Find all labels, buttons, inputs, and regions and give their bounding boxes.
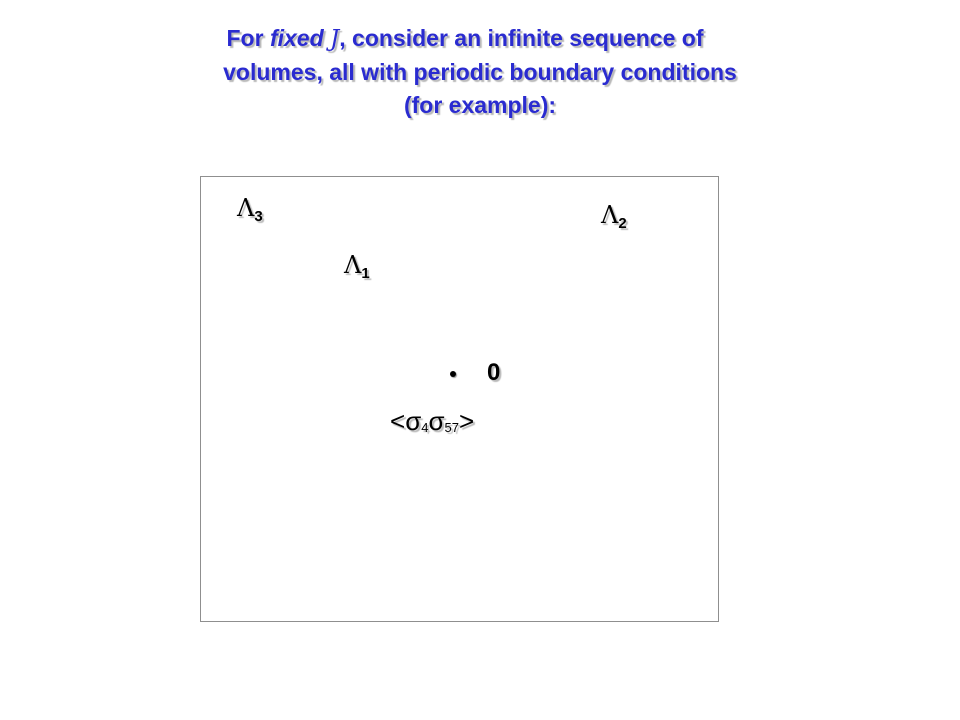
title-prefix: For [226,25,270,51]
lambda-symbol: Λ [237,194,255,222]
volume-index: 2 [618,215,627,232]
origin-point [450,371,456,377]
volume-label-1 [344,253,370,281]
title-line-1 [0,22,960,56]
coupling-symbol: J [330,26,340,52]
correlation-function [390,408,474,434]
lattice-volume-box [200,176,719,622]
angle-close: > [458,406,475,436]
title-suffix: , consider an infinite sequence of [339,25,704,51]
volume-label-2 [601,203,627,231]
spin-sigma-2: σ [428,406,445,436]
angle-open: < [390,406,406,436]
volume-index: 1 [361,265,370,282]
lambda-symbol: Λ [601,201,619,229]
lambda-symbol: Λ [344,251,362,279]
volume-label-3 [237,196,263,224]
title-fixed-word: fixed [269,25,324,51]
title-line-3: (for example): [403,92,557,118]
spin-sigma-1: σ [405,406,422,436]
spin-index-1: 4 [421,420,429,435]
title-line-2: volumes, all with periodic boundary conditions [223,59,737,85]
volume-index: 3 [254,208,263,225]
origin-label: 0 [487,359,501,386]
slide-title [0,22,960,122]
spin-index-2: 57 [444,420,459,435]
